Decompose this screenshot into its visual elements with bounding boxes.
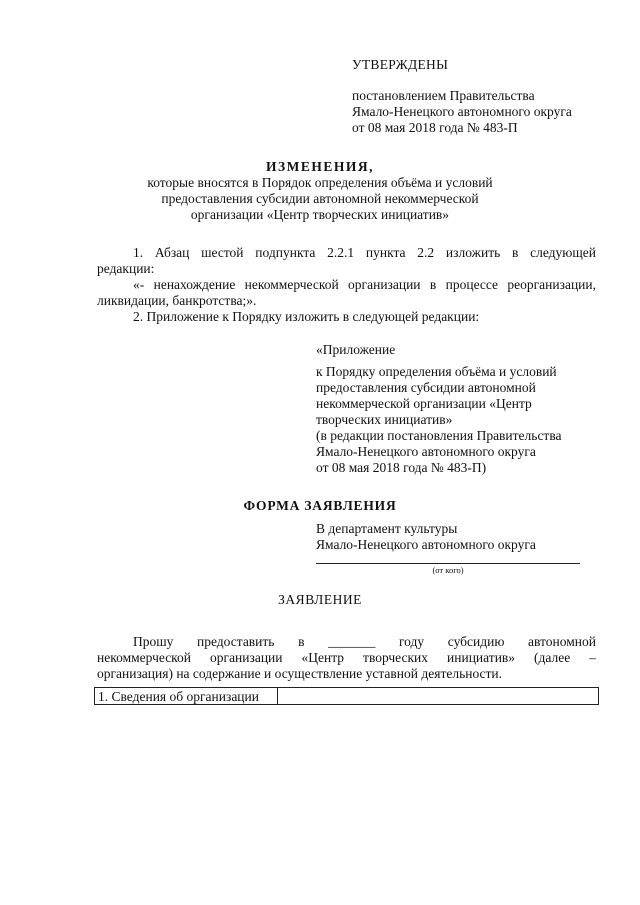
appendix-line-1: к Порядку определения объёма и условий	[316, 364, 557, 379]
appendix-line-5: (в редакции постановления Правительства	[316, 428, 562, 443]
addressee-line-1: В департамент культуры	[316, 521, 458, 536]
section-1-box	[94, 687, 599, 705]
section-1-divider	[277, 688, 278, 704]
appendix-line-2: предоставления субсидии автономной	[316, 380, 536, 395]
approval-line-3: от 08 мая 2018 года № 483-П	[352, 120, 518, 135]
changes-subtitle-3: организации «Центр творческих инициатив»	[190, 207, 450, 222]
changes-subtitle-2: предоставления субсидии автономной некоммерческой	[161, 191, 479, 206]
approval-line-1: постановлением Правительства	[352, 88, 535, 103]
appendix-label: «Приложение	[316, 342, 396, 357]
paragraph-2-line-2: ликвидации, банкротства;».	[97, 293, 257, 308]
appendix-line-4: творческих инициатив»	[316, 412, 453, 427]
from-whom-caption: (от кого)	[432, 565, 464, 575]
section-1-title: 1. Сведения об организации	[98, 689, 259, 704]
paragraph-3: 2. Приложение к Порядку изложить в следующей редакции:	[133, 309, 480, 324]
approval-line-2: Ямало-Ненецкого автономного округа	[352, 104, 572, 119]
appendix-line-7: от 08 мая 2018 года № 483-П)	[316, 460, 487, 475]
addressee-line-2: Ямало-Ненецкого автономного округа	[316, 537, 536, 552]
statement-line-2: некоммерческой организации «Центр творческих инициатив» (далее –	[97, 650, 596, 665]
changes-subtitle-1: которые вносятся в Порядок определения объёма и условий	[147, 175, 493, 190]
statement-title: ЗАЯВЛЕНИЕ	[278, 592, 362, 607]
appendix-line-6: Ямало-Ненецкого автономного округа	[316, 444, 536, 459]
changes-heading: ИЗМЕНЕНИЯ,	[265, 159, 374, 174]
form-heading: ФОРМА ЗАЯВЛЕНИЯ	[243, 498, 397, 513]
from-whom-line	[316, 563, 580, 564]
statement-line-1: Прошу предоставить в _______ году субсидию автономной	[133, 634, 596, 649]
approval-title: УТВЕРЖДЕНЫ	[352, 57, 449, 72]
paragraph-2-line-1: «- ненахождение некоммерческой организации в процессе реорганизации,	[133, 277, 596, 292]
paragraph-1-line-2: редакции:	[97, 261, 155, 276]
statement-line-3: организация) на содержание и осуществление уставной деятельности.	[97, 666, 503, 681]
paragraph-1-line-1: 1. Абзац шестой подпункта 2.2.1 пункта 2.2 изложить в следующей	[133, 245, 596, 260]
appendix-line-3: некоммерческой организации «Центр	[316, 396, 532, 411]
